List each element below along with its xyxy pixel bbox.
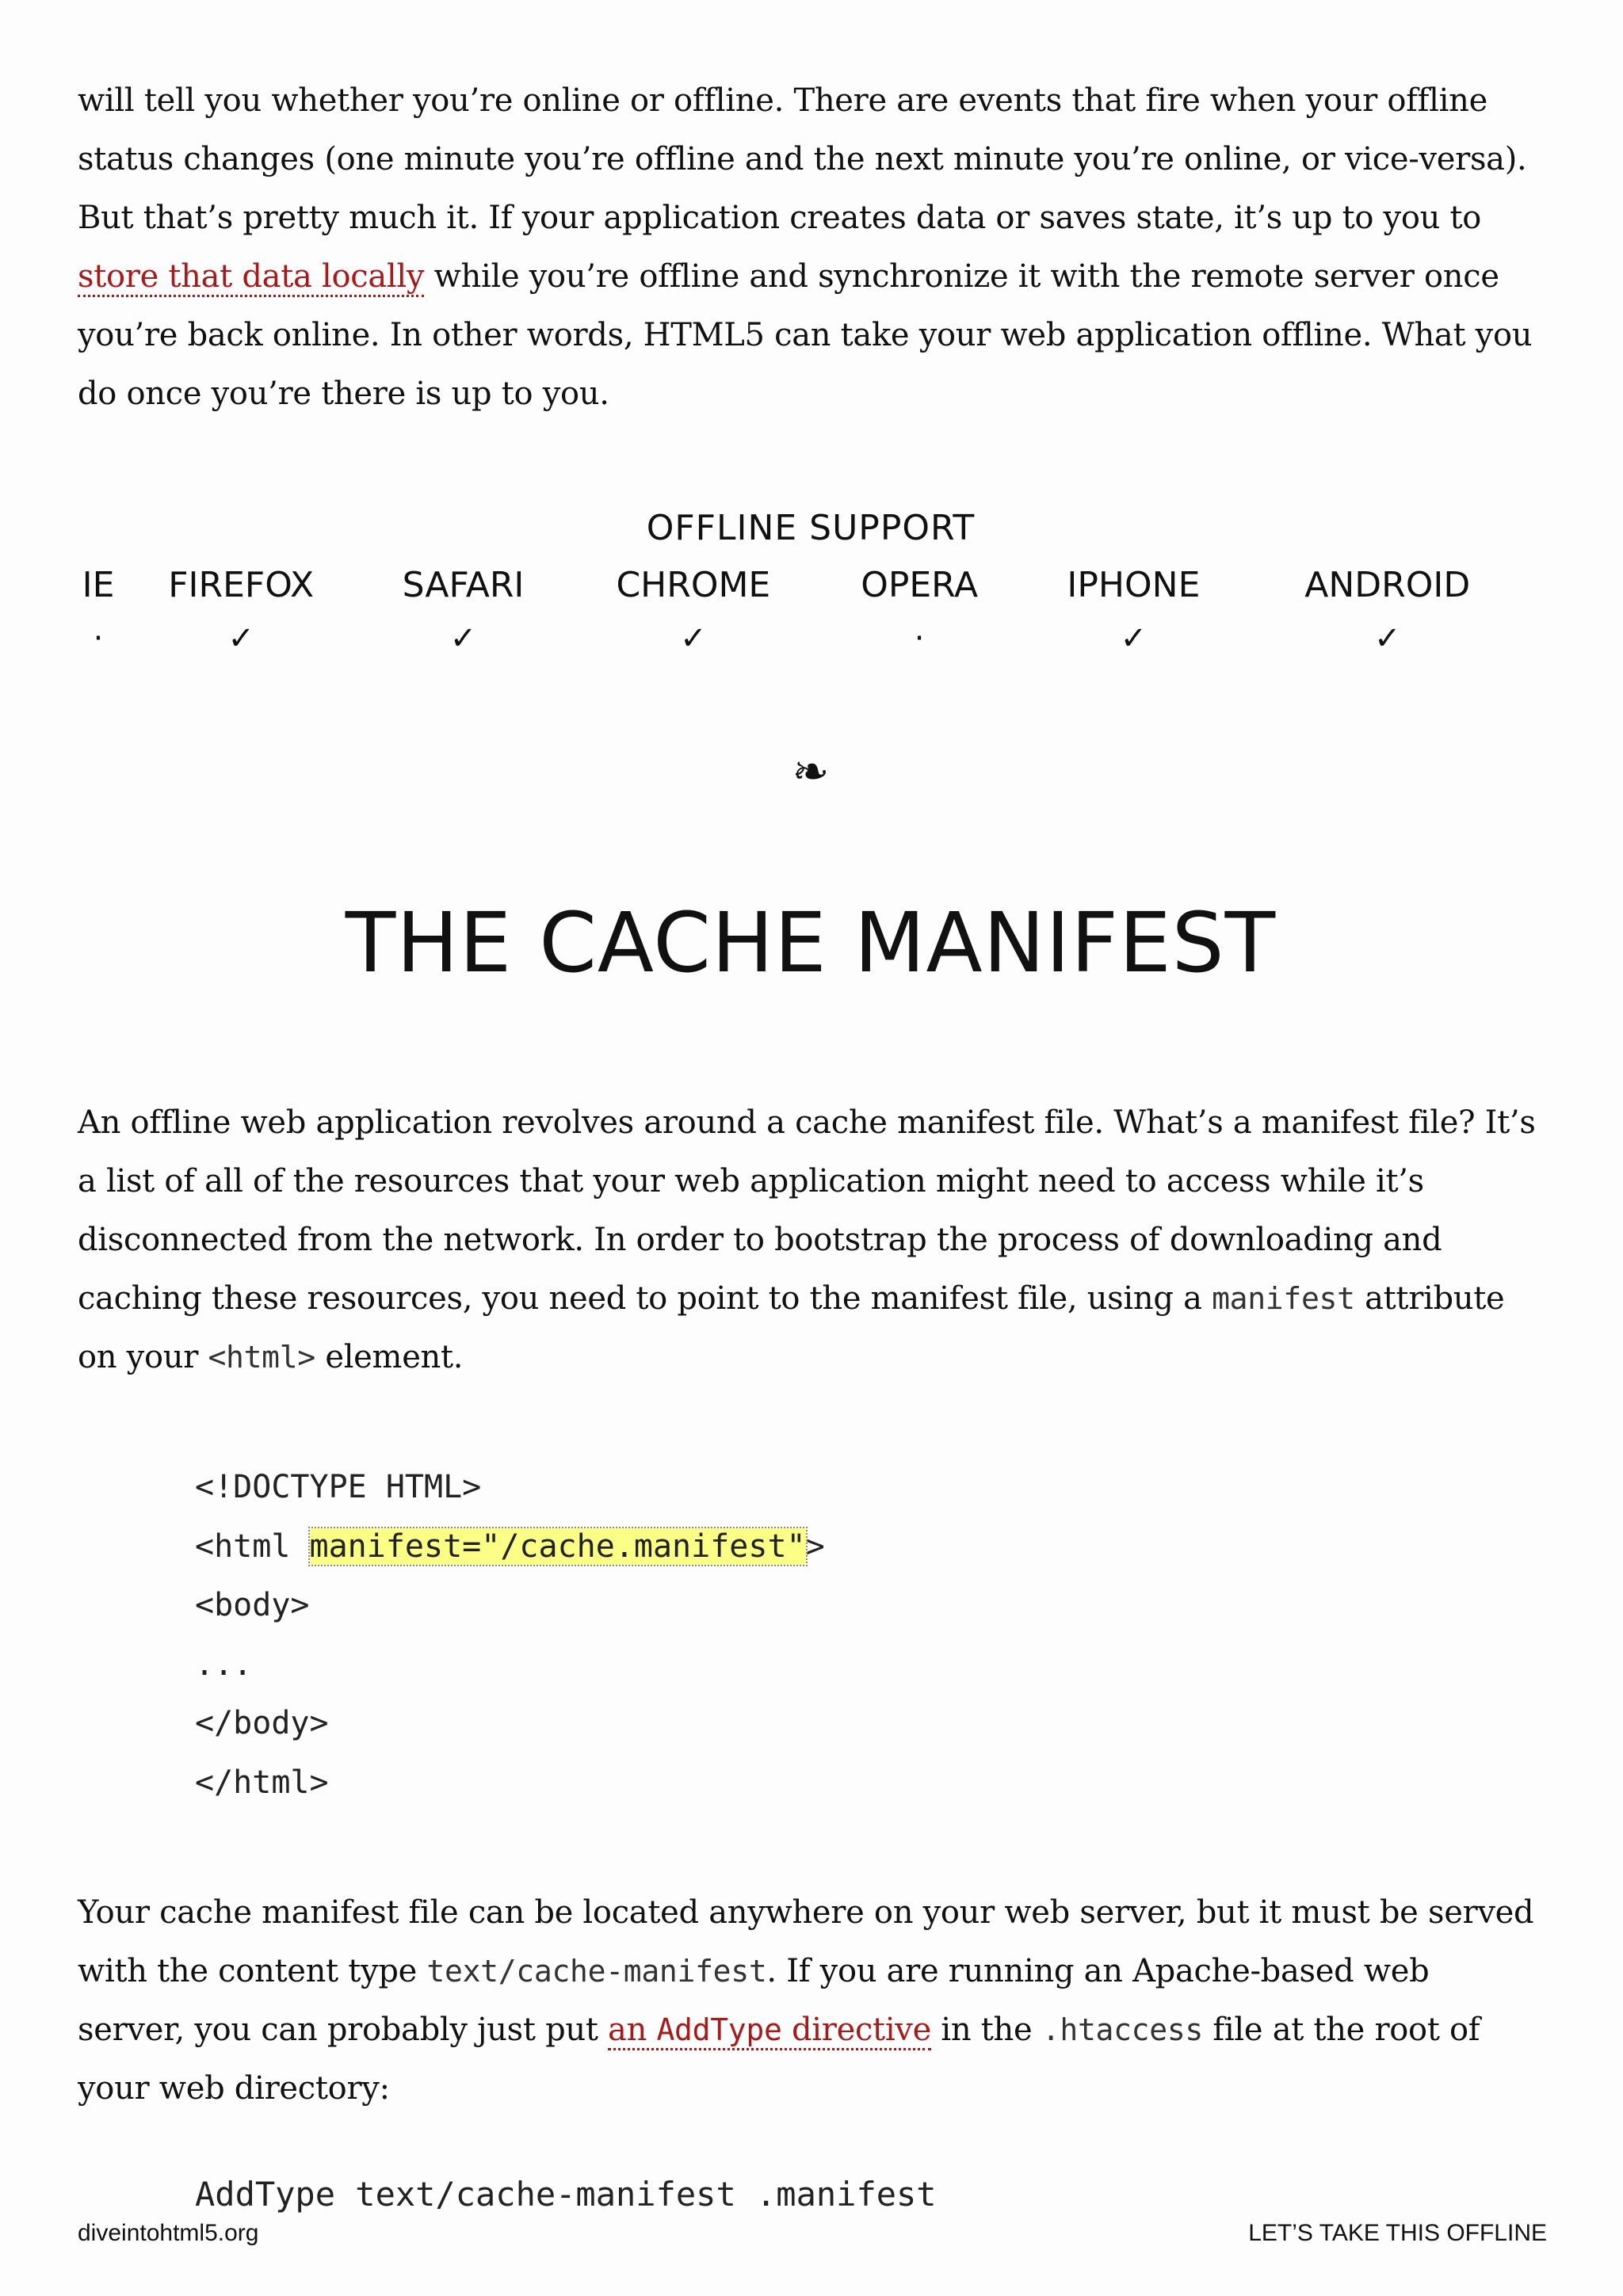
manifest-paragraph xyxy=(78,1093,1544,1386)
check-icon: ✓ xyxy=(1120,620,1148,657)
intro-text-2: while you’re offline and synchronize it with the remote server once you’re back online. In other words, HTML5 can take your web application offline. What you do once you’re there is up to you. xyxy=(78,258,1533,412)
para3-text-1: Your cache manifest file can be located anywhere on your web server, but it must be served with the content type xyxy=(78,1894,1534,1989)
content-type-paragraph xyxy=(78,1883,1544,2118)
highlighted-manifest-attribute: manifest="/cache.manifest" xyxy=(309,1527,806,1565)
check-icon: ✓ xyxy=(1374,620,1401,657)
offline-support-table xyxy=(78,502,1544,662)
browser-support-grid xyxy=(67,555,1534,662)
para3-text-3: in the xyxy=(930,2012,1042,2048)
browser-name: FIREFOX xyxy=(168,564,315,605)
page-content xyxy=(78,71,1544,2118)
para3-text-2: . If you are running an Apache-based web server, you can probably just put xyxy=(78,1953,1430,2048)
code-line: </html> xyxy=(195,1764,329,1801)
para2-text-2: attribute on your xyxy=(78,1280,1505,1375)
support-mark: · xyxy=(93,620,104,657)
intro-text-1: will tell you whether you’re online or offline. There are events that fire when your offline status changes (one minute you’re offline and the next minute you’re online, or vice-versa). But that’s pretty much it. If your application creates data or saves state, it’s up to you to xyxy=(78,82,1527,236)
browser-name: IE xyxy=(82,564,115,605)
support-title: OFFLINE SUPPORT xyxy=(646,508,976,548)
check-icon: ✓ xyxy=(449,620,477,657)
inline-code-manifest: manifest xyxy=(1212,1281,1355,1316)
browser-name: CHROME xyxy=(616,564,771,605)
code-fragment: <html xyxy=(195,1527,310,1565)
para2-text-1: An offline web application revolves around a cache manifest file. What’s a manifest file? It’s a list of all of the resources that your web application might need to access while it’s disconnected from the network. In order to bootstrap the process of downloading and caching these resources, you need to point to the manifest file, using a xyxy=(78,1104,1536,1317)
code-block xyxy=(195,1458,1544,1812)
code-line xyxy=(195,1517,1544,1577)
intro-paragraph xyxy=(78,71,1544,423)
fleuron-icon: ❧ xyxy=(792,746,830,798)
check-icon: ✓ xyxy=(680,620,707,657)
link-code: AddType xyxy=(656,2012,782,2047)
inline-code-html: <html> xyxy=(208,1340,315,1375)
addtype-code-line: AddType text/cache-manifest .manifest xyxy=(195,2175,937,2214)
link-text: directive xyxy=(781,2012,931,2048)
browser-name: SAFARI xyxy=(402,564,525,605)
footer-site: diveintohtml5.org xyxy=(78,2220,259,2246)
code-line: <body> xyxy=(195,1587,310,1623)
code-fragment: > xyxy=(805,1527,825,1565)
check-icon: ✓ xyxy=(227,620,254,657)
inline-code-htaccess: .htaccess xyxy=(1041,2012,1203,2047)
browser-name: IPHONE xyxy=(1067,564,1201,605)
support-mark: · xyxy=(914,620,925,657)
para3-text-4: file at the root of your web directory: xyxy=(78,2012,1480,2107)
footer-chapter: LET’S TAKE THIS OFFLINE xyxy=(1248,2220,1547,2246)
code-line: </body> xyxy=(195,1705,329,1741)
store-data-locally-link[interactable]: store that data locally xyxy=(78,258,424,297)
addtype-directive-link[interactable] xyxy=(608,2012,931,2050)
link-text: an xyxy=(608,2012,657,2048)
browser-name: ANDROID xyxy=(1304,564,1471,605)
section-heading: THE CACHE MANIFEST xyxy=(345,894,1277,991)
browser-name: OPERA xyxy=(861,564,979,605)
code-line: <!DOCTYPE HTML> xyxy=(195,1469,482,1505)
para2-text-3: element. xyxy=(315,1339,464,1375)
code-line: ... xyxy=(195,1646,253,1683)
inline-code-content-type: text/cache-manifest xyxy=(426,1954,767,1989)
